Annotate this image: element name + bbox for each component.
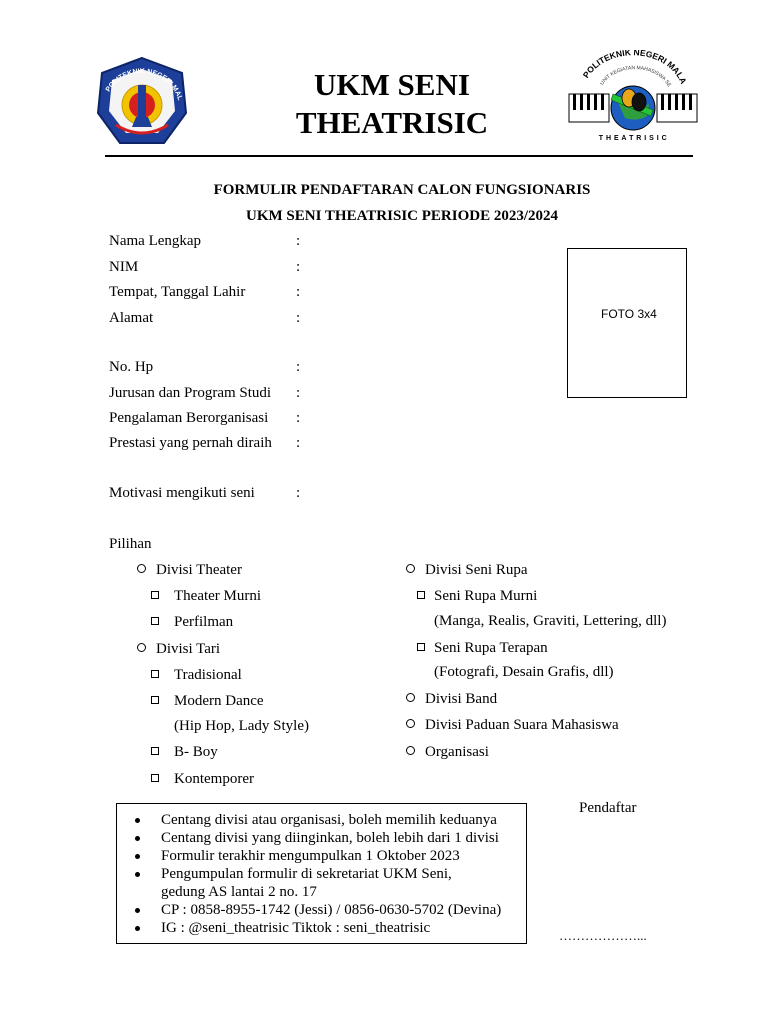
field-label-nim: NIM xyxy=(109,259,139,275)
field-label-prestasi: Prestasi yang pernah diraih xyxy=(109,435,272,451)
field-colon: : xyxy=(296,435,301,451)
field-label-nama: Nama Lengkap xyxy=(109,233,202,249)
option-perfilman: Perfilman xyxy=(174,614,234,630)
radio-divisi-tari[interactable] xyxy=(137,643,146,652)
checkbox-modern-dance[interactable] xyxy=(151,696,159,704)
option-seni-rupa-terapan: Seni Rupa Terapan xyxy=(434,640,548,656)
field-colon: : xyxy=(296,284,301,300)
signature-label: Pendaftar xyxy=(579,800,637,816)
left-logo-text: POLITEKNIK NEGERI MAL xyxy=(104,68,184,102)
bullet-icon xyxy=(135,854,140,859)
radio-divisi-seni-rupa[interactable] xyxy=(406,564,415,573)
option-divisi-band: Divisi Band xyxy=(425,691,498,707)
radio-divisi-band[interactable] xyxy=(406,693,415,702)
radio-divisi-paduan-suara[interactable] xyxy=(406,719,415,728)
field-colon: : xyxy=(296,233,301,249)
field-colon: : xyxy=(296,485,301,501)
note-item: CP : 0858-8955-1742 (Jessi) / 0856-0630-5702 (Devina) xyxy=(161,902,502,918)
checkbox-tradisional[interactable] xyxy=(151,670,159,678)
note-item-continued: gedung AS lantai 2 no. 17 xyxy=(161,884,317,900)
option-divisi-tari: Divisi Tari xyxy=(156,641,221,657)
bullet-icon xyxy=(135,908,140,913)
note-item: Centang divisi atau organisasi, boleh memilih keduanya xyxy=(161,812,497,828)
photo-box xyxy=(567,248,687,398)
option-divisi-theater: Divisi Theater xyxy=(156,562,242,578)
checkbox-kontemporer[interactable] xyxy=(151,774,159,782)
option-b-boy: B- Boy xyxy=(174,744,218,760)
field-label-jurusan: Jurusan dan Program Studi xyxy=(109,385,272,401)
option-seni-rupa-murni: Seni Rupa Murni xyxy=(434,588,538,604)
right-logo-arc-text: POLITEKNIK NEGERI MALA xyxy=(580,50,689,86)
radio-divisi-theater[interactable] xyxy=(137,564,146,573)
field-colon: : xyxy=(296,385,301,401)
checkbox-perfilman[interactable] xyxy=(151,617,159,625)
choices-heading: Pilihan xyxy=(109,536,152,552)
option-theater-murni: Theater Murni xyxy=(174,588,262,604)
checkbox-b-boy[interactable] xyxy=(151,747,159,755)
option-modern-dance: Modern Dance xyxy=(174,693,264,709)
photo-label: FOTO 3x4 xyxy=(601,307,657,321)
option-organisasi: Organisasi xyxy=(425,744,489,760)
field-label-ttl: Tempat, Tanggal Lahir xyxy=(109,284,246,300)
radio-organisasi[interactable] xyxy=(406,746,415,755)
field-colon: : xyxy=(296,410,301,426)
right-logo-word: T H E A T R I S I C xyxy=(598,135,668,142)
notes-box xyxy=(116,803,527,944)
option-divisi-seni-rupa: Divisi Seni Rupa xyxy=(425,562,528,578)
bullet-icon xyxy=(135,836,140,841)
header-divider xyxy=(105,155,693,157)
form-title: FORMULIR PENDAFTARAN CALON FUNGSIONARIS xyxy=(213,182,591,198)
note-item: Centang divisi yang diinginkan, boleh lebih dari 1 divisi xyxy=(161,830,499,846)
field-colon: : xyxy=(296,359,301,375)
option-seni-rupa-murni-note: (Manga, Realis, Graviti, Lettering, dll) xyxy=(434,613,667,629)
title-line-2: THEATRISIC xyxy=(295,105,489,140)
bullet-icon xyxy=(135,872,140,877)
field-label-nohp: No. Hp xyxy=(109,359,154,375)
bullet-icon xyxy=(135,926,140,931)
field-colon: : xyxy=(296,310,301,326)
checkbox-seni-rupa-terapan[interactable] xyxy=(417,643,425,651)
field-label-pengalaman: Pengalaman Berorganisasi xyxy=(109,410,269,426)
checkbox-theater-murni[interactable] xyxy=(151,591,159,599)
field-label-motivasi: Motivasi mengikuti seni xyxy=(109,485,255,501)
right-logo-sub-text: UNIT KEGIATAN MAHASISWA SE xyxy=(599,65,673,89)
signature-line: ………………... xyxy=(559,928,647,943)
form-subtitle: UKM SENI THEATRISIC PERIODE 2023/2024 xyxy=(246,208,558,224)
option-divisi-paduan-suara: Divisi Paduan Suara Mahasiswa xyxy=(425,717,619,733)
checkbox-seni-rupa-murni[interactable] xyxy=(417,591,425,599)
bullet-icon xyxy=(135,818,140,823)
title-line-1: UKM SENI xyxy=(314,67,470,102)
option-tradisional: Tradisional xyxy=(174,667,242,683)
option-seni-rupa-terapan-note: (Fotografi, Desain Grafis, dll) xyxy=(434,664,614,680)
note-item: Pengumpulan formulir di sekretariat UKM Seni, xyxy=(161,866,452,882)
note-item: Formulir terakhir mengumpulkan 1 Oktober 2023 xyxy=(161,848,460,864)
option-modern-dance-note: (Hip Hop, Lady Style) xyxy=(174,718,309,734)
field-label-alamat: Alamat xyxy=(109,310,154,326)
theatrisic-logo xyxy=(563,50,703,146)
field-colon: : xyxy=(296,259,301,275)
option-kontemporer: Kontemporer xyxy=(174,771,254,787)
note-item: IG : @seni_theatrisic Tiktok : seni_theatrisic xyxy=(161,920,431,936)
